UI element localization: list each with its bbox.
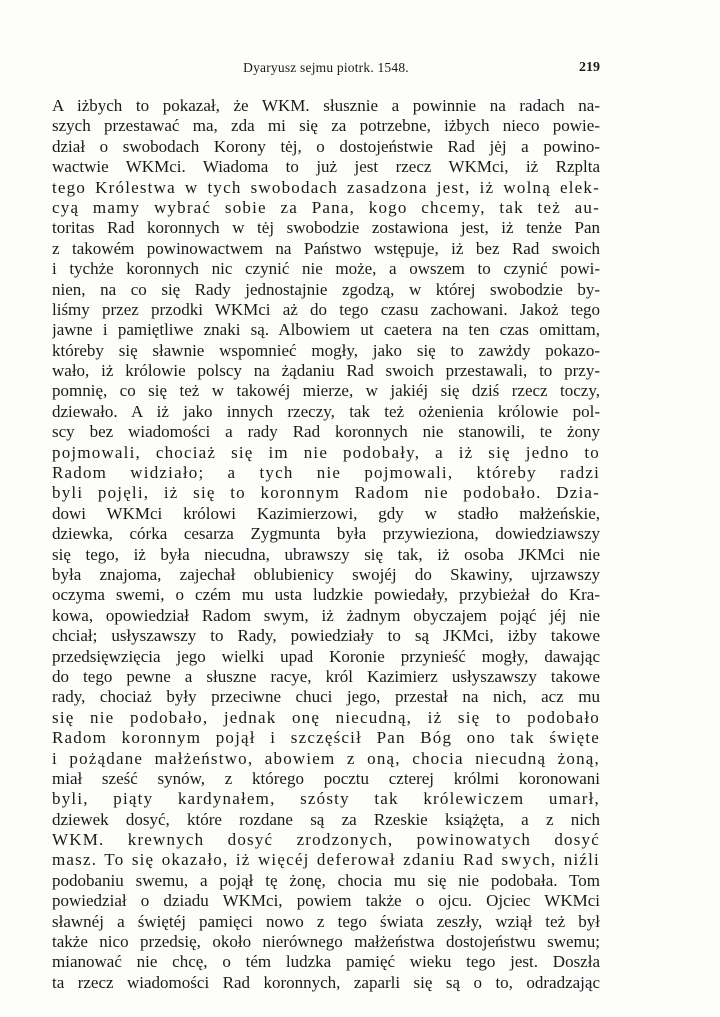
text-line: WKM. krewnych dosyć zrodzonych, powinowatych dosyć bbox=[52, 830, 600, 850]
text-line: scy bez wiadomości a rady Rad koronnych nie stanowili, te żony bbox=[52, 422, 600, 442]
text-line: dowi WKMci królowi Kazimierzowi, gdy w stadło małżeńskie, bbox=[52, 503, 600, 523]
text-line: pojmowali, chociaż się im nie podobały, a iż się jedno to bbox=[52, 442, 600, 462]
text-line: oczyma swemi, o czém mu usta ludzkie powiedały, przybieżał do Kra- bbox=[52, 585, 600, 605]
text-line: Radom widziało; a tych nie pojmowali, któreby radzi bbox=[52, 463, 600, 483]
text-line: sławnéj a świętéj pamięci nowo z tego świata zeszły, wziął też był bbox=[52, 911, 600, 931]
text-line: dziewek dosyć, które rozdane są za Rzeskie książęta, a z nich bbox=[52, 809, 600, 829]
text-line: masz. To się okazało, iż więcéj deferował zdaniu Rad swych, niźli bbox=[52, 850, 600, 870]
text-line: powiedział o dziadu WKMci, powiem także o ojcu. Ojciec WKMci bbox=[52, 891, 600, 911]
text-line: miał sześć synów, z którego pocztu czterej królmi koronowani bbox=[52, 768, 600, 788]
body-text bbox=[52, 96, 600, 993]
text-line: się nie podobało, jednak onę niecudną, iż się to podobało bbox=[52, 707, 600, 727]
text-line: wactwie WKMci. Wiadoma to już jest rzecz WKMci, iż Rzplta bbox=[52, 157, 600, 177]
text-line: pomnię, co się też w takowéj mierze, w jakiéj się dziś rzecz toczy, bbox=[52, 381, 600, 401]
page-number: 219 bbox=[579, 60, 600, 75]
text-line: tego Królestwa w tych swobodach zasadzona jest, iż wolną elek- bbox=[52, 177, 600, 197]
text-line: wało, iż królowie polscy na żądaniu Rad swoich przestawali, to przy- bbox=[52, 361, 600, 381]
text-line: rady, chociaż były przeciwne chuci jego, przestał na nich, acz mu bbox=[52, 687, 600, 707]
text-line: toritas Rad koronnych w tėj swobodzie zostawiona jest, iż tenże Pan bbox=[52, 218, 600, 238]
text-line: cyą mamy wybrać sobie za Pana, kogo chcemy, tak też au- bbox=[52, 197, 600, 217]
text-line: kowa, opowiedział Radom swym, iż żadnym obyczajem pojąć jéj nie bbox=[52, 605, 600, 625]
running-header bbox=[52, 60, 600, 86]
text-line: któreby się sławnie wspomnieć mogły, jako się to zawżdy pokazo- bbox=[52, 340, 600, 360]
text-line: ta rzecz wiadomości Rad koronnych, zaparli się są o to, odradzając bbox=[52, 972, 600, 992]
text-line: z takowém powinowactwem na Państwo wstępuje, iż bez Rad swoich bbox=[52, 238, 600, 258]
text-line: liśmy przez przodki WKMci aż do tego czasu zachowani. Jakoż tego bbox=[52, 299, 600, 319]
text-line: dziewka, córka cesarza Zygmunta była przywieziona, dowiedziawszy bbox=[52, 524, 600, 544]
text-line: była znajoma, zajechał oblubienicy swojéj do Skawiny, ujrzawszy bbox=[52, 564, 600, 584]
text-line: Radom koronnym pojął i szczęścił Pan Bóg ono tak święte bbox=[52, 728, 600, 748]
text-line: i pożądane małżeństwo, abowiem z oną, chocia niecudną żoną, bbox=[52, 748, 600, 768]
text-line: jawne i pamiętliwe znaki są. Albowiem ut caetera na ten czas omittam, bbox=[52, 320, 600, 340]
text-line: chciał; usłyszawszy to Rady, powiedziały to są JKMci, iżby takowe bbox=[52, 626, 600, 646]
text-line: mianować nie chcę, o tém ludzka pamięć wieku tego jest. Doszła bbox=[52, 952, 600, 972]
text-line: dział o swobodach Korony tėj, o dostojeństwie Rad jėj a powino- bbox=[52, 136, 600, 156]
text-line: byli pojęli, iż się to koronnym Radom nie podobało. Dzia- bbox=[52, 483, 600, 503]
text-line: i tychże koronnych nic czynić nie może, a owszem to czynić powi- bbox=[52, 259, 600, 279]
running-title: Dyaryusz sejmu piotrk. 1548. bbox=[243, 60, 409, 75]
text-line: także nico przedsię, około nierównego małżeństwa dostojeństwu swemu; bbox=[52, 932, 600, 952]
text-line: szych przestawać ma, zda mi się za potrzebne, iżbych nieco powie- bbox=[52, 116, 600, 136]
text-line: nien, na co się Rady jednostajnie zgodzą, w której swobodzie by- bbox=[52, 279, 600, 299]
text-line: A iżbych to pokazał, że WKM. słusznie a powinnie na radach na- bbox=[52, 96, 600, 115]
text-line: podobaniu swemu, a pojął tę żonę, chocia mu się nie podobała. Tom bbox=[52, 870, 600, 890]
text-line: się tego, iż była niecudna, ubrawszy się tak, iż osoba JKMci nie bbox=[52, 544, 600, 564]
text-line: byli, piąty kardynałem, szósty tak królewiczem umarł, bbox=[52, 789, 600, 809]
text-line: przedsięwzięcia jego wielki upad Koronie przynieść mogły, dawając bbox=[52, 646, 600, 666]
text-line: dziewało. A iż jako innych rzeczy, tak też ożenienia królowie pol- bbox=[52, 401, 600, 421]
text-line: do tego pewne a słuszne racye, król Kazimierz usłyszawszy takowe bbox=[52, 666, 600, 686]
